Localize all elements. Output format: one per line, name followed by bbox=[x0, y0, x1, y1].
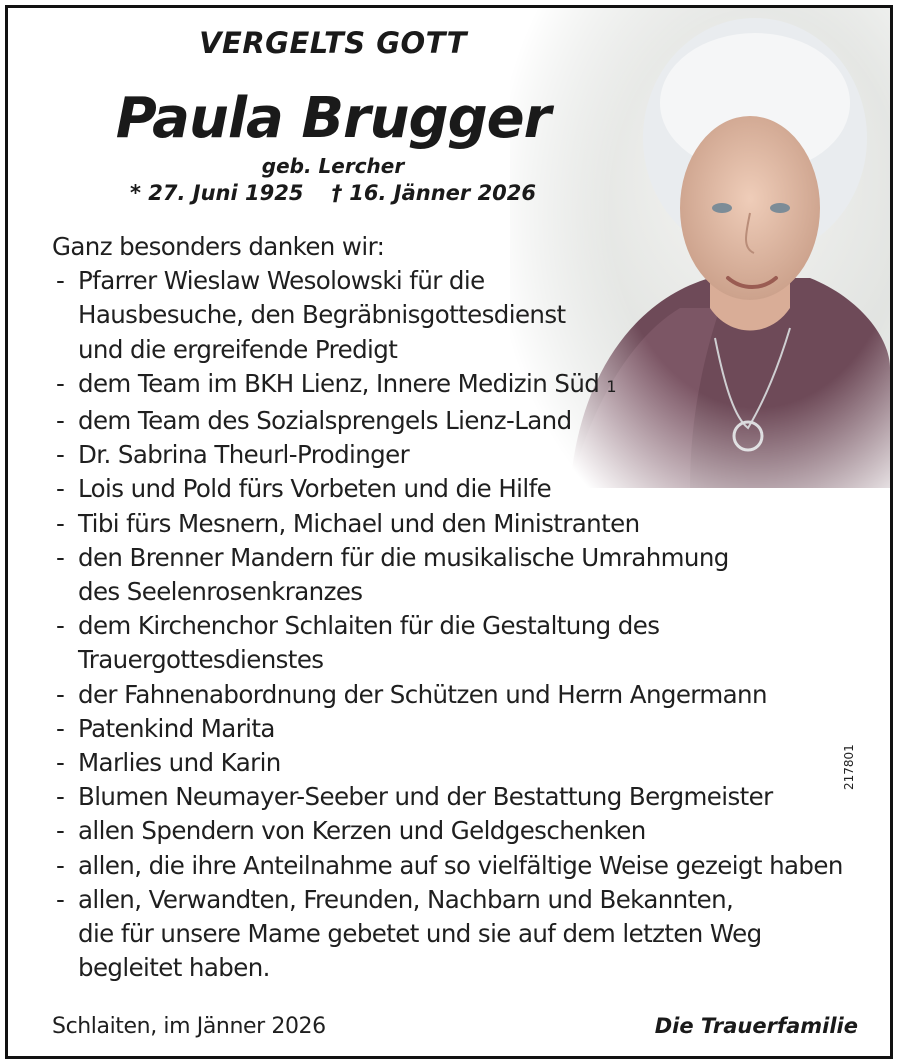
list-item bbox=[52, 367, 882, 404]
list-item-line: - allen, Verwandten, Freunden, Nachbarn und Bekannten, bbox=[78, 884, 734, 914]
list-item bbox=[52, 404, 882, 438]
list-item-line: - der Fahnenabordnung der Schützen und Herrn Angermann bbox=[78, 679, 767, 709]
ad-id: 217801 bbox=[842, 744, 856, 790]
list-item bbox=[52, 264, 882, 367]
list-item bbox=[52, 746, 882, 780]
list-item-line: - allen Spendern von Kerzen und Geldgeschenken bbox=[78, 816, 646, 846]
list-item bbox=[52, 438, 882, 472]
life-dates bbox=[8, 181, 658, 205]
list-item-line: - Tibi fürs Mesnern, Michael und den Ministranten bbox=[78, 508, 640, 538]
list-item-line: Trauergottesdienstes bbox=[78, 645, 324, 675]
list-item-line: - dem Kirchenchor Schlaiten für die Gestaltung des bbox=[78, 611, 660, 641]
list-item-line: - Dr. Sabrina Theurl-Prodinger bbox=[78, 440, 410, 470]
list-item bbox=[52, 609, 882, 677]
list-item bbox=[52, 883, 882, 986]
signature: Die Trauerfamilie bbox=[654, 1014, 858, 1038]
list-item bbox=[52, 678, 882, 712]
list-item-line: - den Brenner Mandern für die musikalische Umrahmung bbox=[78, 542, 729, 572]
ward-number: 1 bbox=[606, 376, 616, 396]
death-date: † 16. Jänner 2026 bbox=[331, 181, 537, 205]
list-item-line: und die ergreifende Predigt bbox=[78, 334, 398, 364]
list-item-line: die für unsere Mame gebetet und sie auf dem letzten Weg bbox=[78, 919, 762, 949]
list-item-line: - allen, die ihre Anteilnahme auf so vielfältige Weise gezeigt haben bbox=[78, 850, 843, 880]
list-item bbox=[52, 507, 882, 541]
thanks-text bbox=[52, 230, 882, 985]
list-item bbox=[52, 849, 882, 883]
list-item bbox=[52, 541, 882, 609]
place-date: Schlaiten, im Jänner 2026 bbox=[52, 1014, 326, 1039]
list-item bbox=[52, 472, 882, 506]
list-item-line: Hausbesuche, den Begräbnisgottesdienst bbox=[78, 300, 566, 330]
thanks-intro: Ganz besonders danken wir: bbox=[52, 232, 385, 261]
list-item bbox=[52, 780, 882, 814]
list-item-line: - dem Team im BKH Lienz, Innere Medizin Süd 1 bbox=[78, 368, 616, 398]
list-item bbox=[52, 814, 882, 848]
deceased-name: Paula Brugger bbox=[115, 86, 551, 151]
list-item-line: - Lois und Pold fürs Vorbeten und die Hilfe bbox=[78, 474, 552, 504]
heading-vergelts-gott: VERGELTS GOTT bbox=[199, 26, 467, 60]
list-item-line: - Pfarrer Wieslaw Wesolowski für die bbox=[78, 266, 485, 296]
list-item-line: des Seelenrosenkranzes bbox=[78, 577, 363, 607]
list-item-line: begleitet haben. bbox=[78, 953, 270, 983]
list-item-line: - dem Team des Sozialsprengels Lienz-Land bbox=[78, 406, 572, 436]
list-item-line: - Patenkind Marita bbox=[78, 713, 275, 743]
thanks-list bbox=[52, 264, 882, 985]
birth-name: geb. Lercher bbox=[261, 154, 405, 178]
birth-date: * 27. Juni 1925 bbox=[129, 181, 304, 205]
obituary-card bbox=[5, 5, 893, 1059]
list-item-line: - Blumen Neumayer-Seeber und der Bestattung Bergmeister bbox=[78, 782, 773, 812]
list-item-line: - Marlies und Karin bbox=[78, 748, 281, 778]
list-item bbox=[52, 712, 882, 746]
